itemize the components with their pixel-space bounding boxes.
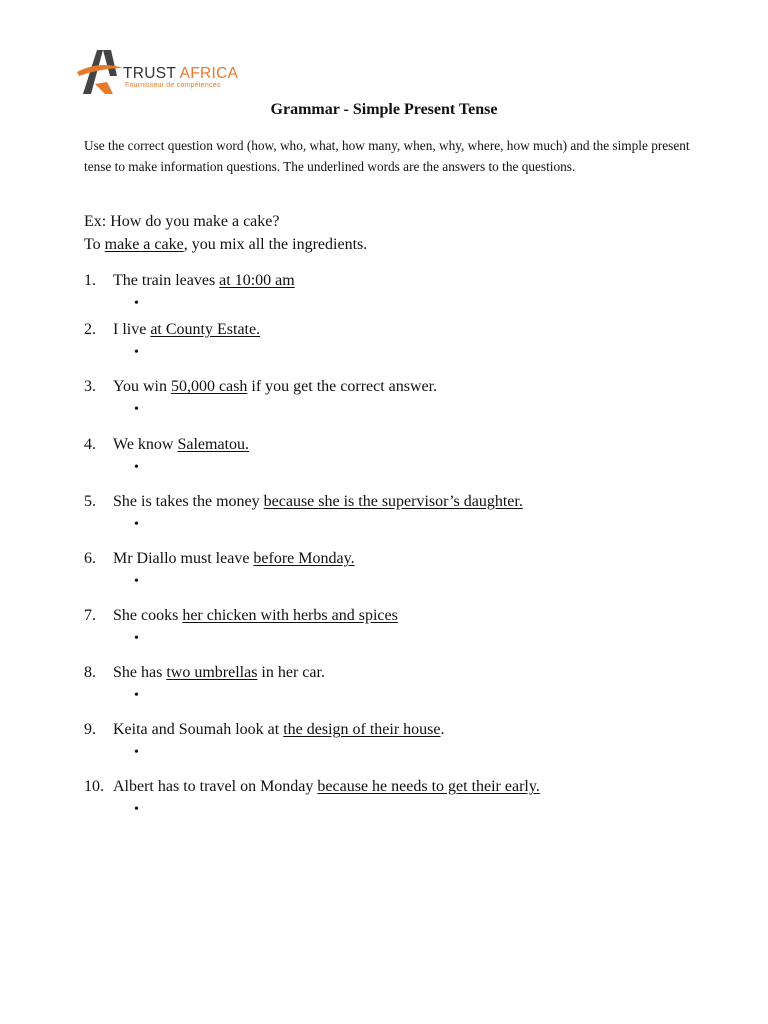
sentence-text: She cooks [113, 607, 183, 624]
example-block [84, 210, 367, 256]
logo-wordmark [123, 65, 238, 83]
exercise-number: 5. [84, 493, 96, 510]
sentence-text-after: . [440, 721, 445, 738]
page-title: Grammar - Simple Present Tense [270, 101, 498, 118]
example-answer [84, 233, 367, 256]
exercise-sentence [113, 321, 260, 339]
exercise-sentence [113, 607, 398, 625]
answer-bullet: • [134, 631, 139, 646]
underlined-answer: 50,000 cash [170, 378, 248, 395]
exercise-sentence [113, 378, 437, 396]
logo-mark-icon [77, 46, 125, 98]
exercise-sentence [113, 721, 444, 739]
exercise-number: 2. [84, 321, 96, 338]
sentence-text: The train leaves [113, 272, 220, 289]
sentence-text: Keita and Soumah look at [113, 721, 284, 738]
example-answer-before: To [84, 236, 105, 253]
underlined-answer: at 10:00 am [219, 272, 295, 289]
exercise-number: 9. [84, 721, 96, 738]
logo-tagline: Fournisseur de compétences [125, 82, 221, 89]
underlined-answer: at County Estate. [150, 321, 261, 338]
exercise-number: 7. [84, 607, 96, 624]
exercise-sentence [113, 664, 325, 682]
exercise-sentence [113, 436, 249, 454]
answer-bullet: • [134, 688, 139, 703]
answer-bullet: • [134, 460, 139, 475]
exercise-sentence [113, 272, 295, 290]
answer-bullet: • [134, 802, 139, 817]
exercise-number: 3. [84, 378, 96, 395]
example-question: Ex: How do you make a cake? [84, 213, 280, 230]
sentence-text: I live [113, 321, 151, 338]
underlined-answer: the design of their house [283, 721, 441, 738]
logo-wordmark-africa: AFRICA [179, 65, 239, 82]
underlined-answer: Salematou. [177, 436, 250, 453]
exercise-sentence [113, 493, 523, 511]
exercise-number: 1. [84, 272, 96, 289]
sentence-text: We know [113, 436, 178, 453]
instructions-paragraph: Use the correct question word (how, who, what, how many, when, why, where, how much) and the simple present tense to make information questions. The underlined words are the answers to the questions. [84, 138, 690, 174]
exercise-number: 8. [84, 664, 96, 681]
sentence-text-after: in her car. [257, 664, 325, 681]
answer-bullet: • [134, 345, 139, 360]
answer-bullet: • [134, 574, 139, 589]
answer-bullet: • [134, 296, 139, 311]
sentence-text: Albert has to travel on Monday [113, 778, 318, 795]
example-answer-underlined: make a cake [104, 236, 184, 253]
sentence-text-after: if you get the correct answer. [247, 378, 438, 395]
trust-africa-logo [77, 46, 247, 98]
underlined-answer: before Monday. [253, 550, 355, 567]
sentence-text: Mr Diallo must leave [113, 550, 254, 567]
logo-wordmark-trust: TRUST [123, 65, 180, 82]
answer-bullet: • [134, 517, 139, 532]
exercise-sentence [113, 778, 540, 796]
exercise-number: 6. [84, 550, 96, 567]
exercise-sentence [113, 550, 355, 568]
answer-bullet: • [134, 402, 139, 417]
exercise-number: 10. [84, 778, 104, 795]
underlined-answer: two umbrellas [166, 664, 258, 681]
sentence-text: You win [113, 378, 171, 395]
sentence-text: She is takes the money [113, 493, 264, 510]
sentence-text: She has [113, 664, 167, 681]
underlined-answer: because she is the supervisor’s daughter. [263, 493, 523, 510]
exercise-number: 4. [84, 436, 96, 453]
underlined-answer: her chicken with herbs and spices [182, 607, 398, 624]
underlined-answer: because he needs to get their early. [317, 778, 540, 795]
answer-bullet: • [134, 745, 139, 760]
example-answer-after: , you mix all the ingredients. [183, 236, 368, 253]
